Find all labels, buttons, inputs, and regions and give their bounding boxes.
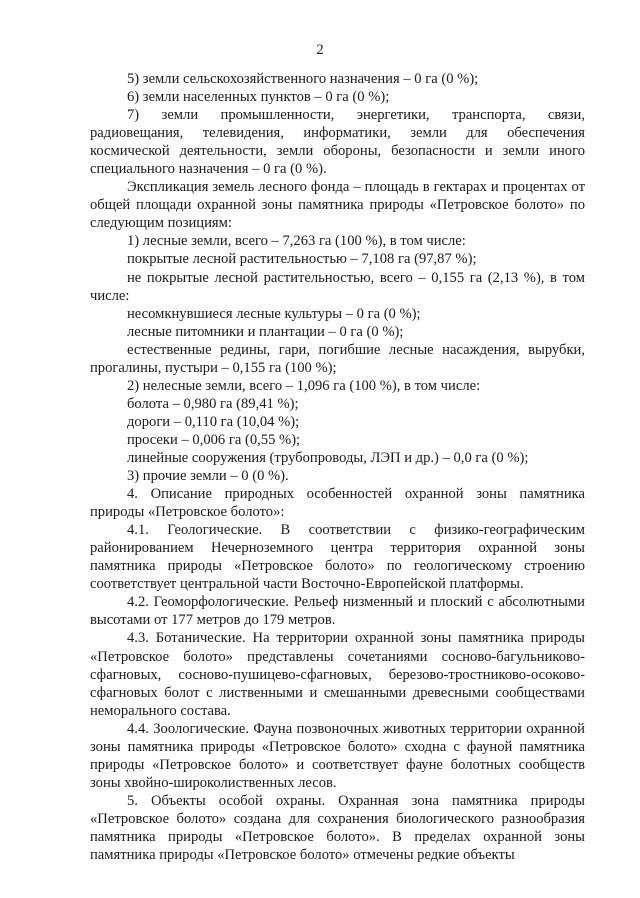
forest-fund-explication-intro: Экспликация земель лесного фонда – площадь в гектарах и процентах от общей площади охранной зоны памятника природы «Петровское болото» по следующим позициям:	[90, 179, 585, 232]
list-item-industrial-land: 7) земли промышленности, энергетики, транспорта, связи, радиовещания, телевидения, информатики, земли для обеспечения космической деятельности, земли обороны, безопасности и земли иного специального назначения – 0 га (0 %).	[90, 107, 585, 178]
list-item-natural-sparse: естественные редины, гари, погибшие лесные насаждения, вырубки, прогалины, пустыри – 0,155 га (100 %);	[90, 341, 585, 376]
list-item-uncovered-forest: не покрытые лесной растительностью, всего – 0,155 га (2,13 %), в том числе:	[90, 269, 585, 304]
list-item-roads: дороги – 0,110 га (10,04 %);	[127, 413, 300, 430]
list-item-covered-forest: покрытые лесной растительностью – 7,108 га (97,87 %);	[127, 251, 477, 268]
list-item-unclosed-cultures: несомкнувшиеся лесные культуры – 0 га (0 %);	[127, 305, 421, 322]
list-item-linear-structures: линейные сооружения (трубопроводы, ЛЭП и др.) – 0,0 га (0 %);	[127, 449, 529, 466]
list-item-forest-land: 1) лесные земли, всего – 7,263 га (100 %), в том числе:	[127, 233, 466, 250]
page-number: 2	[316, 42, 324, 58]
section-4-3-botanical: 4.3. Ботанические. На территории охранной зоны памятника природы «Петровское болото» представлены сочетаниями сосново-багульниково-сфагновых, сосново-пушицево-сфагновых, березово-тростниково-осоково-сфагновых болот с лиственными и смешанными древесными сообществами неморального состава.	[90, 630, 585, 719]
section-5-protected-objects: 5. Объекты особой охраны. Охранная зона памятника природы «Петровское болото» создана для сохранения биологического разнообразия памятника природы «Петровское болото». В пределах охранной зоны памятника природы «Петровское болото» отмечены редкие объекты	[90, 792, 585, 864]
list-item-other-land: 3) прочие земли – 0 (0 %).	[127, 468, 289, 485]
document-body	[90, 70, 585, 864]
list-item-agricultural-land: 5) земли сельскохозяйственного назначения – 0 га (0 %);	[127, 71, 479, 87]
list-item-non-forest-land: 2) нелесные земли, всего – 1,096 га (100 %), в том числе:	[127, 377, 481, 394]
list-item-clearings: просеки – 0,006 га (0,55 %);	[127, 431, 301, 448]
section-4-heading: 4. Описание природных особенностей охранной зоны памятника природы «Петровское болото»:	[90, 486, 585, 521]
section-4-2-geomorphological: 4.2. Геоморфологические. Рельеф низменный и плоский с абсолютными высотами от 177 метров до 179 метров.	[90, 594, 585, 629]
list-item-bogs: болота – 0,980 га (89,41 %);	[127, 395, 299, 412]
section-4-1-geological: 4.1. Геологические. В соответствии с физико-географическим районированием Нечерноземного центра территория охранной зоны памятника природы «Петровское болото» по геологическому строению соответствует центральной части Восточно-Европейской платформы.	[90, 522, 585, 593]
section-4-4-zoological: 4.4. Зоологические. Фауна позвоночных животных территории охранной зоны памятника природы «Петровское болото» сходна с фауной памятника природы «Петровское болото» и соответствует фауне болотных сообществ зоны хвойно-широколиственных лесов.	[90, 720, 585, 791]
list-item-settlement-land: 6) земли населенных пунктов – 0 га (0 %);	[127, 89, 390, 106]
list-item-nurseries: лесные питомники и плантации – 0 га (0 %);	[127, 323, 404, 340]
